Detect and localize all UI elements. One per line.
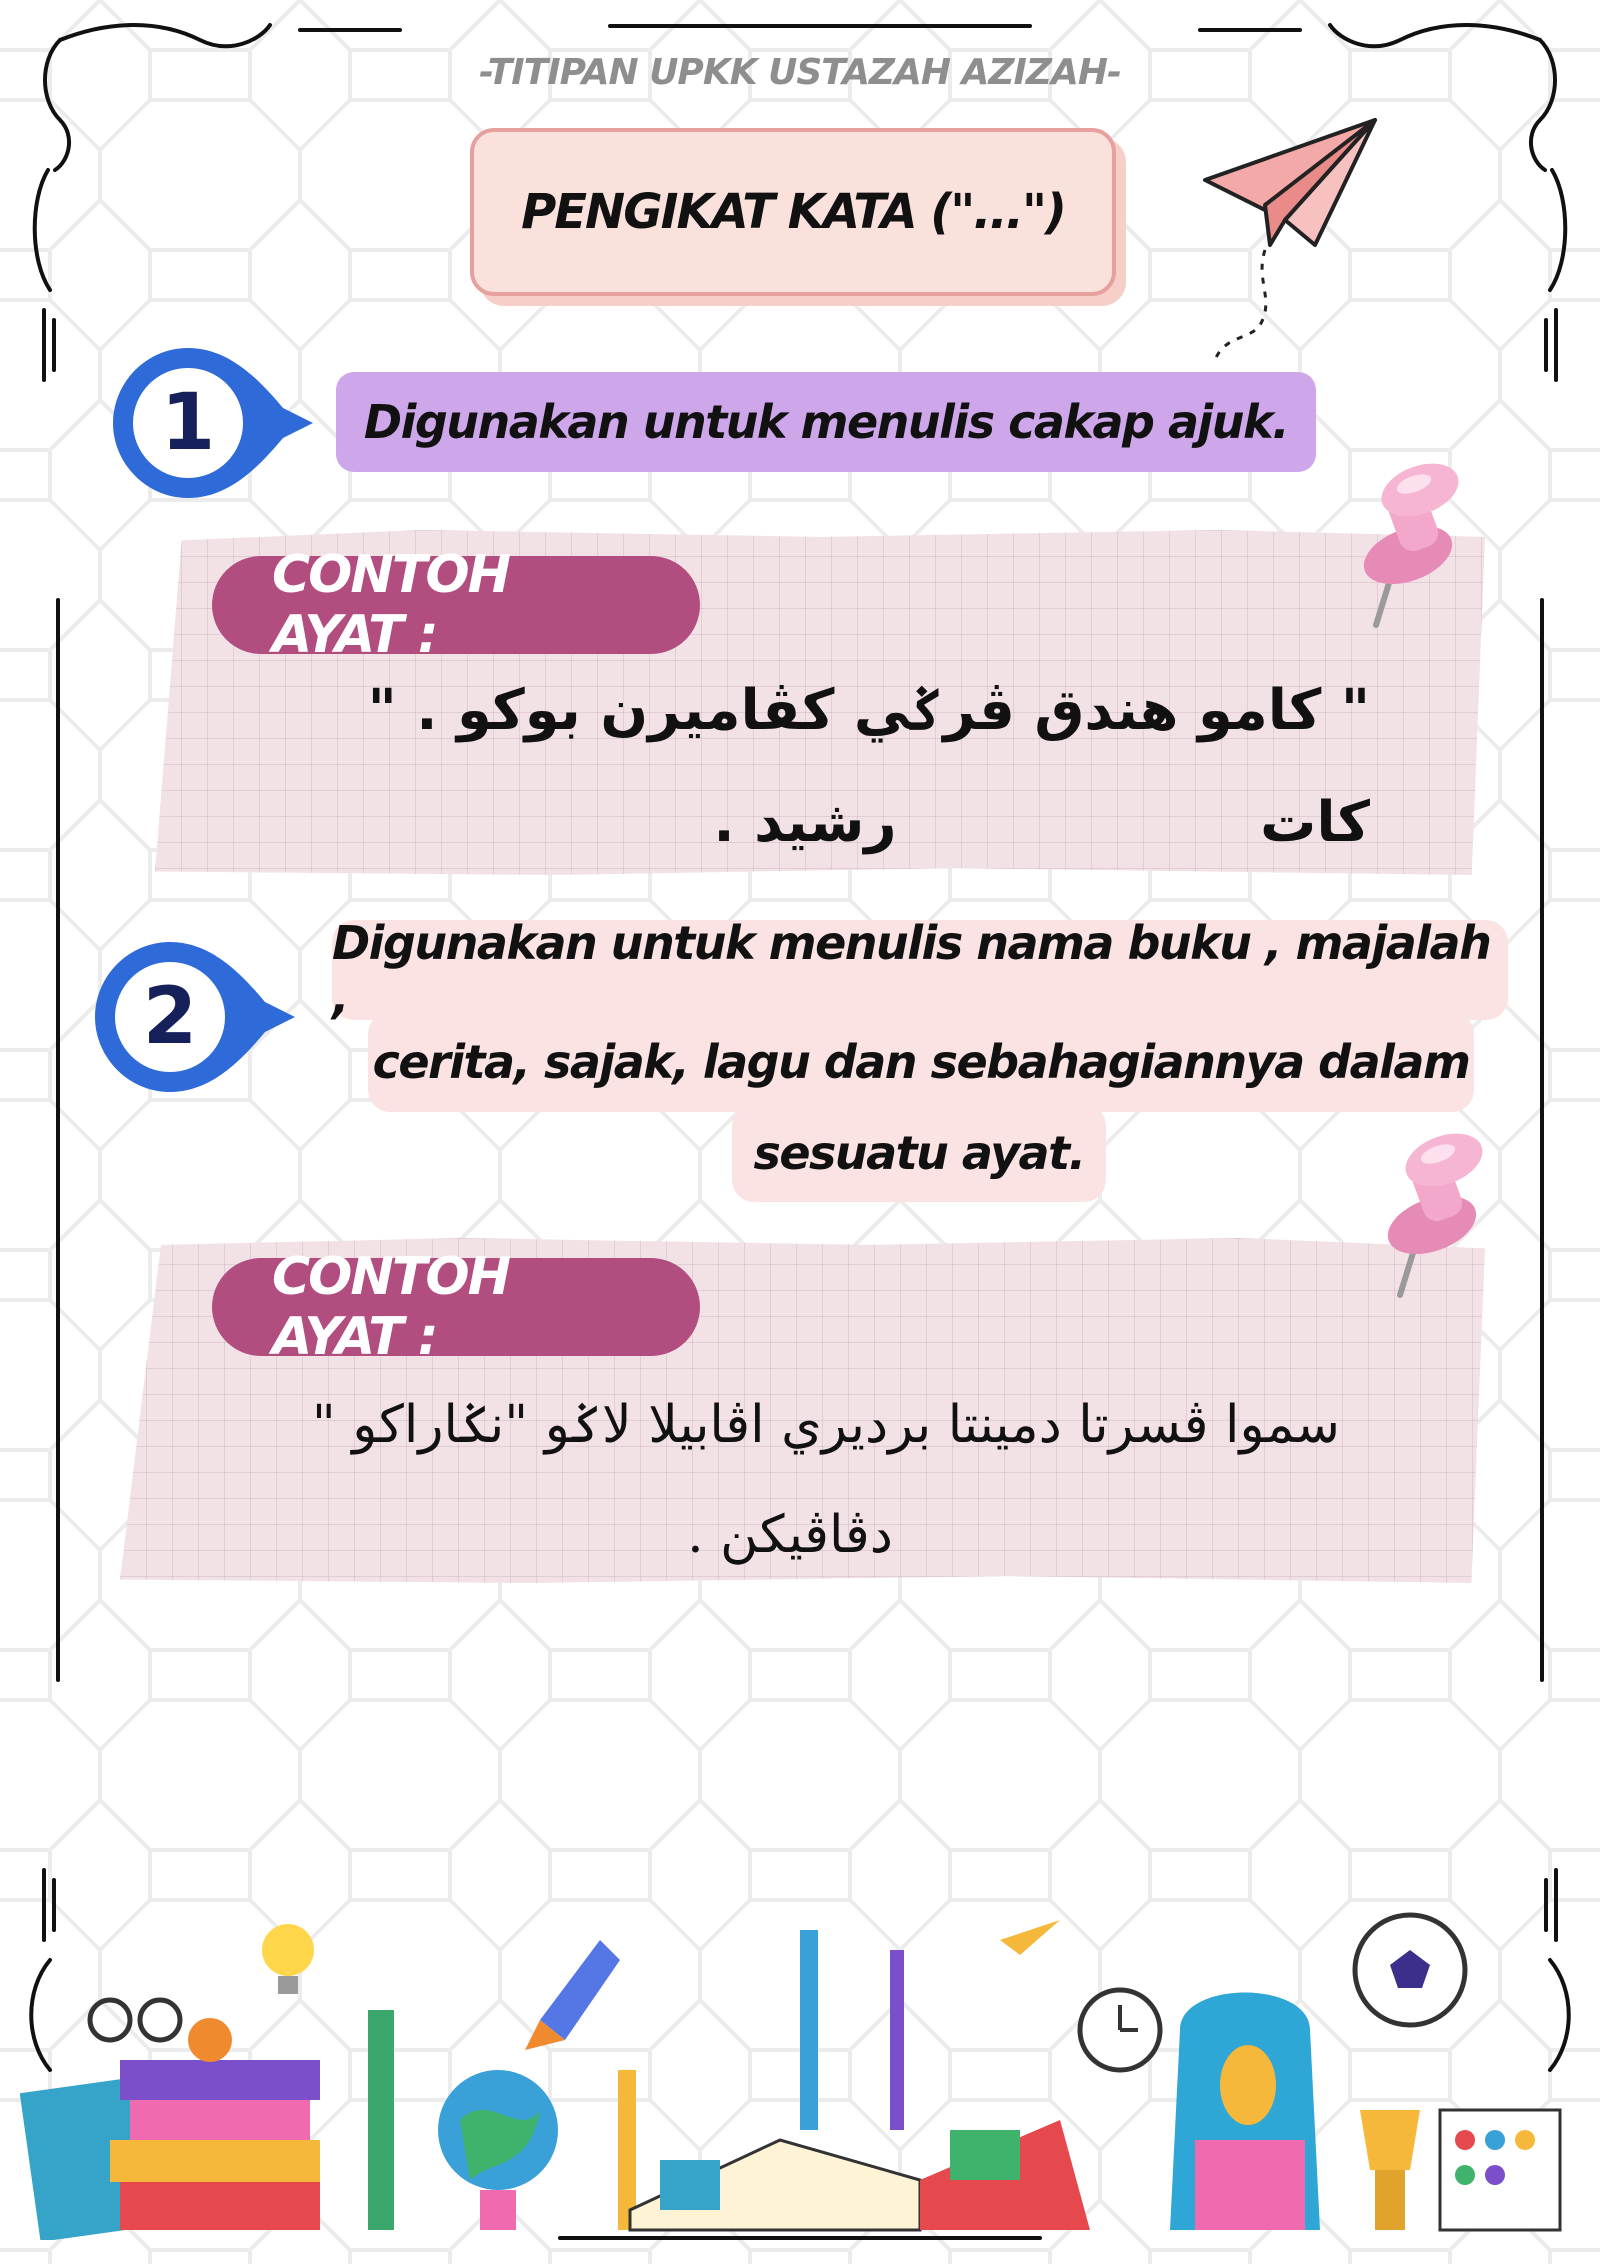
example-label-1 [212,545,700,665]
badge-number: 1 [160,378,216,468]
number-badge-1 [108,338,318,508]
example-sentence-1-line2: رشيد . [713,790,897,855]
push-pin-icon [1372,1130,1492,1300]
example-sentence-2-line1: سموا ڤسرتا دمينتا برديري اڤابيلا لاݢو "نݢاراكو " [311,1395,1340,1455]
page-title: PENGIKAT KATA ("...") [521,184,1065,240]
title-box [470,128,1116,296]
point-2-text-line1: Digunakan untuk menulis nama buku , majalah , [332,916,1491,1024]
example-sentence-2-line2: دڤاڤيكن . [687,1505,893,1565]
example-label-text: CONTOH AYAT : [272,1247,510,1367]
point-2-line3-box [732,1104,1106,1202]
number-badge-2 [90,932,300,1102]
point-2-line2-box [368,1012,1474,1112]
point-2-text-line3: sesuatu ayat. [753,1126,1085,1180]
example-sentence-1-line1: " كامو هندق ڤرݢي كڤاميرن بوكو . " كات [367,678,1370,855]
credit-header: -TITIPAN UPKK USTAZAH AZIZAH- [479,52,1121,93]
point-2-text-line2: cerita, sajak, lagu dan sebahagiannya dalam [372,1035,1470,1089]
point-1-text: Digunakan untuk menulis cakap ajuk. [363,395,1289,449]
paper-plane-icon [1195,110,1385,370]
point-2-line1-box [332,916,1508,1024]
example-label-2 [212,1247,700,1367]
example-label-text: CONTOH AYAT : [272,545,510,665]
point-1-box [336,372,1316,472]
badge-number: 2 [142,972,198,1062]
push-pin-icon [1348,460,1468,630]
school-supplies-illustration [20,1880,1580,2240]
